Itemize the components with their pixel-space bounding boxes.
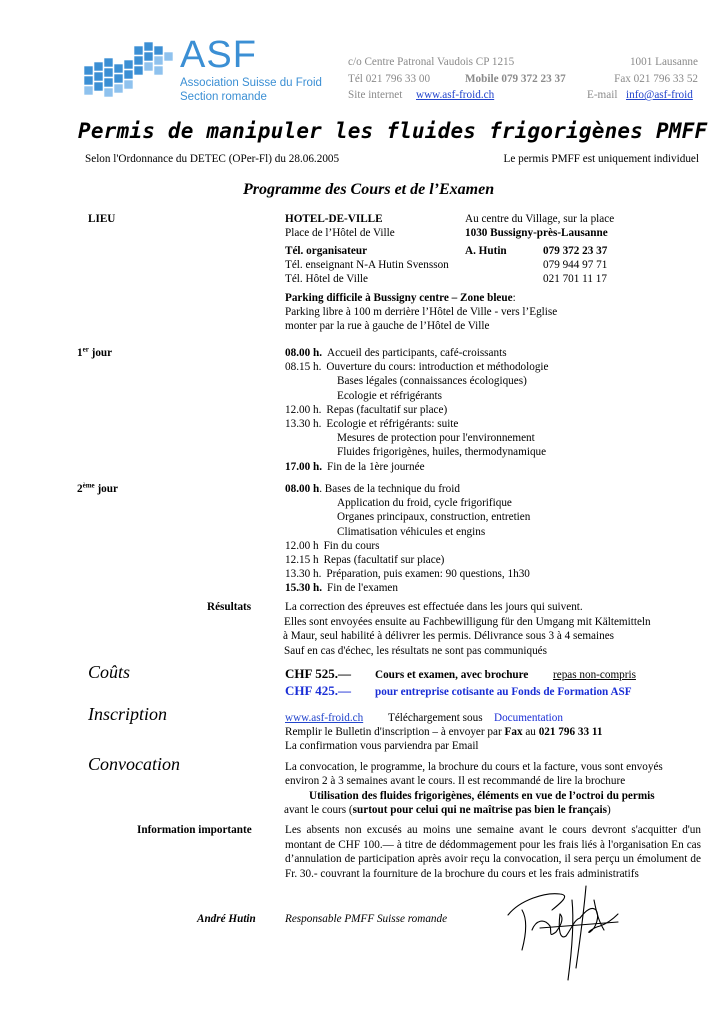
day2-schedule-item (285, 482, 530, 496)
venue-name: HOTEL-DE-VILLE (285, 213, 383, 225)
day2-word: jour (97, 483, 118, 495)
schedule-activity: Organes principaux, construction, entretien (337, 511, 531, 524)
schedule-activity: Repas (facultatif sur place) (323, 553, 445, 566)
day1-sup: er (82, 345, 89, 354)
schedule-activity: Ecologie et réfrigérants: suite (326, 417, 459, 430)
day1-schedule-item (285, 374, 549, 388)
convocation-label: Convocation (88, 754, 180, 774)
schedule-activity: Fluides frigorigènes, huiles, thermodynamique (337, 446, 547, 459)
download-text: Téléchargement sous (388, 712, 483, 724)
schedule-activity: Fin de l'examen (327, 582, 398, 595)
inscription-site-link[interactable]: www.asf-froid.ch (285, 712, 364, 724)
fax-number: 021 796 33 11 (538, 726, 603, 738)
header-site-label: Site internet (348, 89, 403, 101)
schedule-activity: Application du froid, cycle frigorifique (337, 497, 512, 510)
price-member-desc: pour entreprise cotisante au Fonds de Formation ASF (375, 686, 632, 698)
results-line: à Maur, seul habilité à délivrer les permis. Délivrance sous 3 à 4 semaines (283, 630, 615, 643)
tel-hotel-label: Tél. Hôtel de Ville (285, 273, 369, 285)
logo-letters: ASF (180, 34, 257, 76)
inscription-label: Inscription (88, 704, 167, 724)
price-standard: CHF 525.— (285, 666, 351, 681)
signatory-role: Responsable PMFF Suisse romande (285, 913, 448, 925)
schedule-activity: Climatisation véhicules et engins (337, 525, 486, 538)
convocation-line4-bold: surtout pour celui qui ne maîtrise pas bien le français (352, 804, 607, 816)
day1-num: 1 (77, 347, 83, 359)
schedule-activity: Ouverture du cours: introduction et méthodologie (326, 361, 549, 374)
day2-label (77, 482, 118, 497)
convocation-brochure-title: Utilisation des fluides frigorigènes, éléments en vue de l’octroi du permis (309, 790, 655, 802)
schedule-activity: Ecologie et réfrigérants (337, 389, 442, 402)
schedule-time: 08.00 h (285, 483, 320, 495)
schedule-activity: Fin du cours (323, 539, 380, 552)
header-email-link[interactable]: info@asf-froid (626, 89, 693, 101)
convocation-line2: environ 2 à 3 semaines avant le cours. Il est recommandé de lire la brochure (285, 775, 626, 787)
day2-schedule-item (285, 525, 530, 539)
schedule-activity: Accueil des participants, café-croissants (327, 347, 507, 359)
tel-org-name: A. Hutin (465, 245, 507, 257)
day2-schedule-item (285, 553, 530, 567)
day1-label (77, 346, 112, 361)
info-text: Les absents non excusés au moins une semaine avant le cours devront s'acquitter d'un montant de CHF 100.— à titre de dédommagement pour les frais liés à l'organisation En cas d’annulation de participation après avoir reçu la convocation, il sera perçu un émolument de Fr. 30.- couvrant la fourniture de la brochure du cours et les frais administratifs (285, 824, 701, 880)
day1-schedule-item (285, 346, 549, 360)
convocation-line1: La convocation, le programme, la brochure du cours et la facture, vous sont envoyés (285, 761, 663, 773)
logo-line2: Section romande (180, 91, 267, 103)
schedule-time: 15.30 h. (285, 582, 322, 595)
au-word: au (525, 726, 536, 738)
day2-schedule-item (285, 510, 530, 524)
results-line: Elles sont envoyées ensuite au Fachbewilligung für den Umgang mit Kältemitteln (284, 615, 651, 628)
inscription-line2-text: Remplir le Bulletin d'inscription – à envoyer par (285, 726, 502, 738)
logo-line1: Association Suisse du Froid (180, 77, 322, 89)
day2-num: 2 (77, 483, 83, 495)
day1-word: jour (91, 347, 113, 359)
schedule-activity: Préparation, puis examen: 90 questions, 1h30 (326, 568, 530, 581)
ordinance-text: Selon l'Ordonnance du DETEC (OPer-Fl) du 28.06.2005 (85, 153, 340, 165)
results-line: La correction des épreuves est effectuée dans les jours qui suivent. (285, 601, 583, 613)
schedule-time: 08.15 h. (285, 361, 322, 374)
individual-note: Le permis PMFF est uniquement individuel (503, 153, 699, 165)
convocation-line4-c: ) (606, 804, 611, 816)
parking-title-line (285, 291, 516, 306)
results-text (285, 600, 651, 658)
document-title: Permis de manipuler les fluides frigorigènes PMFF (78, 119, 708, 143)
signatory-name: André Hutin (197, 913, 256, 925)
schedule-time: 12.00 h (285, 539, 319, 552)
parking-title: Parking difficile à Bussigny centre – Zone bleue (285, 292, 513, 304)
day2-schedule (285, 482, 530, 596)
schedule-activity: Bases légales (connaissances écologiques) (337, 375, 527, 388)
program-title: Programme des Cours et de l’Examen (243, 181, 495, 198)
inscription-line3: La confirmation vous parviendra par Email (285, 740, 479, 752)
schedule-time: 12.15 h (285, 553, 319, 566)
results-label: Résultats (207, 601, 252, 613)
day1-schedule-item (285, 431, 549, 445)
schedule-time: 13.30 h. (285, 417, 322, 430)
day1-schedule-item (285, 417, 549, 431)
venue-desc: Au centre du Village, sur la place (465, 213, 615, 225)
header-fax: Fax 021 796 33 52 (614, 73, 698, 85)
schedule-time: 17.00 h. (285, 460, 322, 473)
schedule-time: 12.00 h. (285, 403, 322, 416)
header-site-link[interactable]: www.asf-froid.ch (416, 89, 495, 101)
day1-schedule-item (285, 360, 549, 374)
convocation-line4-a: avant le cours ( (284, 804, 353, 816)
documentation-link[interactable]: Documentation (494, 712, 563, 724)
venue-city: 1030 Bussigny-près-Lausanne (465, 227, 608, 239)
venue-place: Place de l’Hôtel de Ville (285, 227, 395, 239)
price-standard-desc: Cours et examen, avec brochure (375, 669, 529, 681)
meals-note: repas non-compris (553, 669, 636, 681)
schedule-time: 13.30 h. (285, 568, 322, 581)
parking-line1: Parking libre à 100 m derrière l’Hôtel de Ville - vers l’Eglise (285, 306, 558, 318)
day1-schedule-item (285, 389, 549, 403)
day1-schedule (285, 346, 549, 474)
day1-schedule-item (285, 460, 549, 474)
day2-schedule-item (285, 539, 530, 553)
tel-org-label: Tél. organisateur (285, 245, 368, 257)
day2-schedule-item (285, 581, 530, 595)
header-tel: Tél 021 796 33 00 (348, 73, 431, 85)
header-city: 1001 Lausanne (629, 56, 698, 68)
schedule-activity: Fin de la 1ère journée (327, 460, 425, 473)
price-member: CHF 425.— (285, 683, 351, 698)
info-label: Information importante (137, 824, 252, 836)
results-line: Sauf en cas d'échec, les résultats ne sont pas communiqués (284, 644, 547, 657)
asf-logo (82, 34, 352, 108)
day2-sup: ème (82, 481, 95, 490)
schedule-activity: Repas (facultatif sur place) (326, 403, 448, 416)
header-mobile: Mobile 079 372 23 37 (465, 73, 566, 85)
header-email-label: E-mail (587, 89, 618, 101)
lieu-label: LIEU (88, 213, 116, 225)
costs-label: Coûts (88, 662, 131, 682)
parking-line2: monter par la rue à gauche de l’Hôtel de Ville (285, 320, 490, 332)
handwritten-signature-icon (500, 880, 640, 990)
schedule-time: 08.00 h. (285, 347, 322, 359)
inscription-line2 (285, 725, 602, 740)
day1-schedule-item (285, 403, 549, 417)
logo-cubes-icon (82, 38, 182, 108)
tel-teacher-number: 079 944 97 71 (543, 259, 608, 271)
fax-word: Fax (504, 726, 523, 738)
header-address: c/o Centre Patronal Vaudois CP 1215 (348, 56, 515, 68)
convocation-line4 (284, 803, 611, 818)
day1-schedule-item (285, 445, 549, 459)
tel-teacher-label: Tél. enseignant N-A Hutin Svensson (285, 259, 449, 271)
schedule-activity: Mesures de protection pour l'environnement (337, 432, 535, 445)
tel-hotel-number: 021 701 11 17 (543, 273, 607, 285)
tel-org-number: 079 372 23 37 (543, 245, 608, 257)
day2-schedule-item (285, 496, 530, 510)
day2-schedule-item (285, 567, 530, 581)
parking-colon: : (512, 292, 516, 304)
schedule-activity: . Bases de la technique du froid (319, 483, 460, 495)
